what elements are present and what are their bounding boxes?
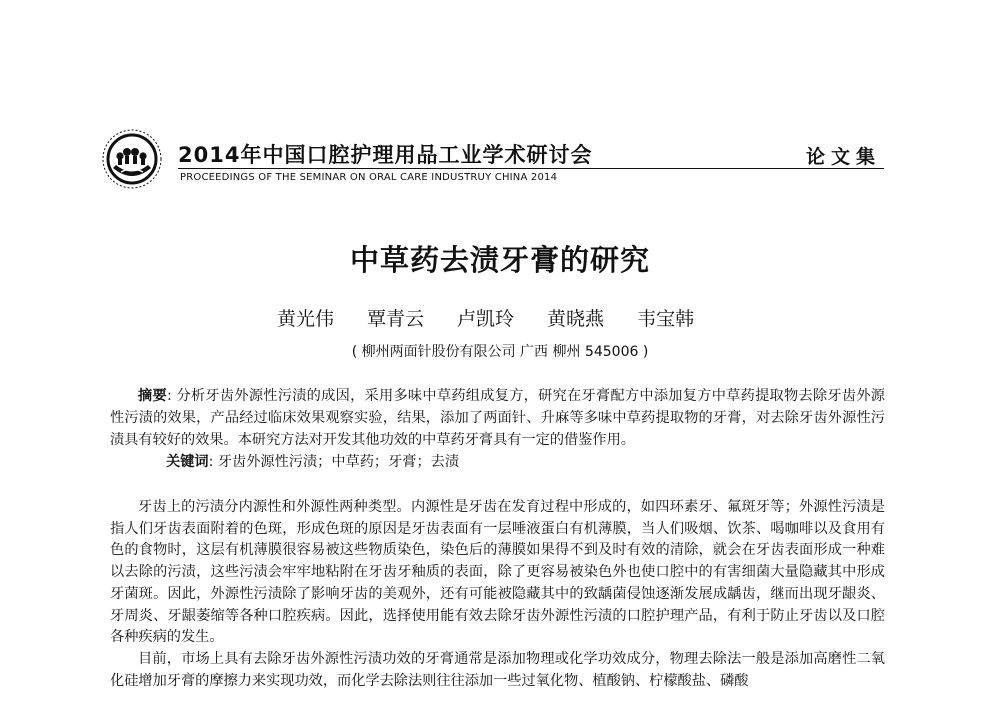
author-list	[277, 304, 727, 331]
conference-seal-icon	[101, 128, 163, 190]
author-name: 黄光伟	[277, 308, 335, 330]
body-text	[110, 497, 885, 692]
abstract-paragraph	[110, 385, 885, 451]
keywords-text: : 牙齿外源性污渍；中草药；牙膏；去渍	[208, 454, 460, 470]
author-name: 卢凯玲	[457, 308, 515, 330]
abstract-label: 摘要	[138, 388, 167, 404]
affiliation: ( 柳州两面针股份有限公司 广西 柳州 545006 )	[351, 344, 649, 360]
proceedings-subtitle: PROCEEDINGS OF THE SEMINAR ON ORAL CARE INDUSTRUY CHINA 2014	[180, 172, 558, 183]
author-name: 黄晓燕	[547, 308, 605, 330]
author-name: 覃青云	[367, 308, 425, 330]
body-paragraph: 牙齿上的污渍分内源性和外源性两种类型。内源性是牙齿在发育过程中形成的，如四环素牙、氟斑牙等；外源性污渍是指人们牙齿表面附着的色斑，形成色斑的原因是牙齿表面有一层唾液蛋白有机薄膜，当人们吸烟、饮茶、喝咖啡以及食用有色的食物时，这层有机薄膜很容易被这些物质染色，染色后的薄膜如果得不到及时有效的清除，就会在牙齿表面形成一种难以去除的污渍，这些污渍会牢牢地粘附在牙齿牙釉质的表面，除了更容易被染色外也使口腔中的有害细菌大量隐藏其中形成牙菌斑。因此，外源性污渍除了影响牙齿的美观外，还有可能被隐藏其中的致龋菌侵蚀逐渐发展成龋齿，继而出现牙龈炎、牙周炎、牙龈萎缩等各种口腔疾病。因此，选择使用能有效去除牙齿外源性污渍的口腔护理产品，有利于防止牙齿以及口腔各种疾病的发生。	[110, 499, 885, 646]
author-name: 韦宝韩	[637, 308, 695, 330]
header-rule	[178, 168, 884, 169]
body-paragraph: 目前，市场上具有去除牙齿外源性污渍功效的牙膏通常是添加物理或化学功效成分，物理去除法一般是添加高磨性二氧化硅增加牙膏的摩擦力来实现功效，而化学去除法则往往添加一些过氧化物、植酸钠、柠檬酸盐、磷酸	[110, 650, 885, 689]
proceedings-label: 论文集	[806, 146, 882, 168]
paper-title: 中草药去渍牙膏的研究	[349, 243, 650, 277]
keywords	[110, 451, 885, 473]
abstract-text: : 分析牙齿外源性污渍的成因，采用多味中草药组成复方，研究在牙膏配方中添加复方中草药提取物去除牙齿外源性污渍的效果，产品经过临床效果观察实验，结果，添加了两面针、升麻等多味中草药提取物的牙膏，对去除牙齿外源性污渍具有较好的效果。本研究方法对开发其他功效的中草药牙膏具有一定的借鉴作用。	[110, 388, 885, 448]
keywords-label: 关键词	[166, 454, 209, 470]
abstract	[110, 385, 885, 473]
proceedings-title: 2014年中国口腔护理用品工业学术研讨会	[178, 143, 593, 167]
